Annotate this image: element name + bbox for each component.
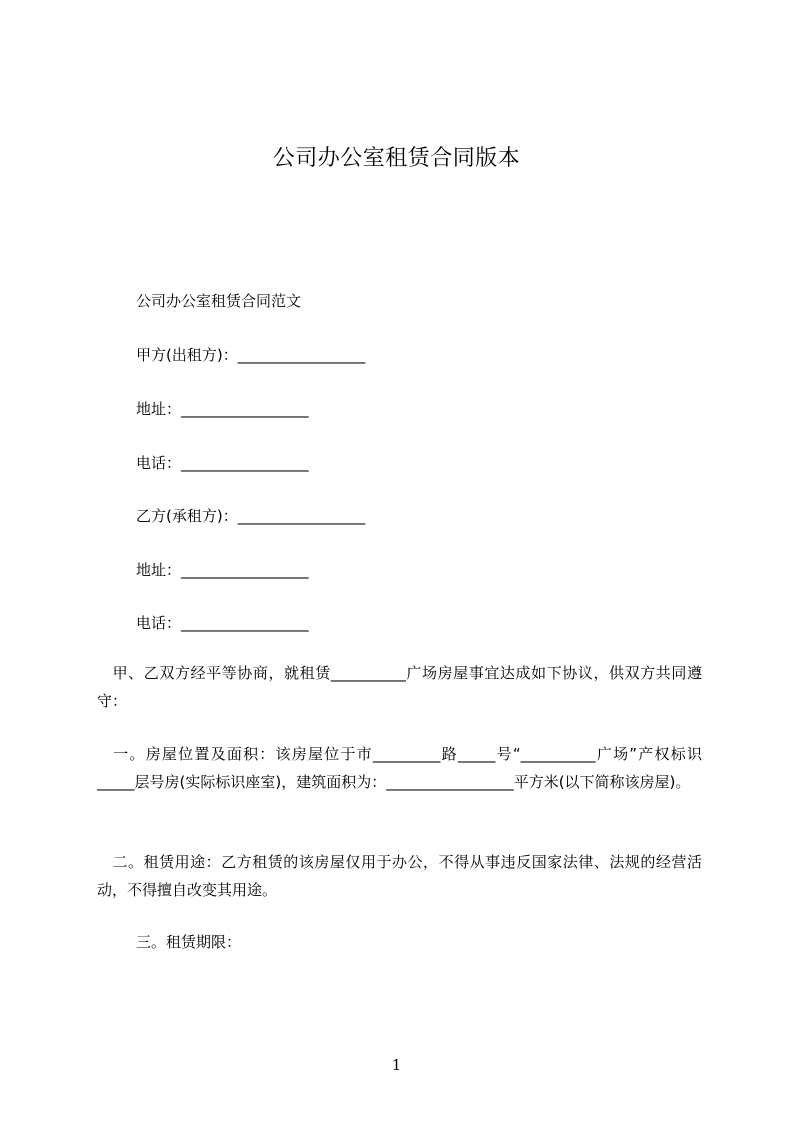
page-number: 1 [391, 1056, 402, 1074]
party-a-phone-field: 电话：_________________ [136, 454, 309, 472]
clause-2-paragraph: 二。租赁用途：乙方租赁的该房屋仅用于办公，不得从事违反国家法律、法规的经营活动，不得擅自改变其用途。 [97, 853, 702, 899]
clause-3-heading: 三。租赁期限： [136, 933, 242, 951]
party-b-field: 乙方(承租方)：_________________ [136, 507, 366, 525]
document-title: 公司办公室租赁合同版本 [272, 146, 521, 171]
intro-paragraph: 甲、乙双方经平等协商，就租赁__________广场房屋事宜达成如下协议，供双方共同遵守： [97, 664, 702, 710]
party-a-address-field: 地址：_________________ [136, 400, 309, 418]
party-b-address-field: 地址：_________________ [136, 561, 309, 579]
clause-1-paragraph: 一。房屋位置及面积：该房屋位于市_________路_____号“__________广场”产权标识_____层号房(实际标识座室)，建筑面积为：_________________平方米(以下简称该房屋)。 [97, 745, 702, 791]
party-a-field: 甲方(出租方)：_________________ [136, 346, 366, 364]
document-subtitle: 公司办公室租赁合同范文 [136, 292, 302, 310]
party-b-phone-field: 电话：_________________ [136, 614, 309, 632]
